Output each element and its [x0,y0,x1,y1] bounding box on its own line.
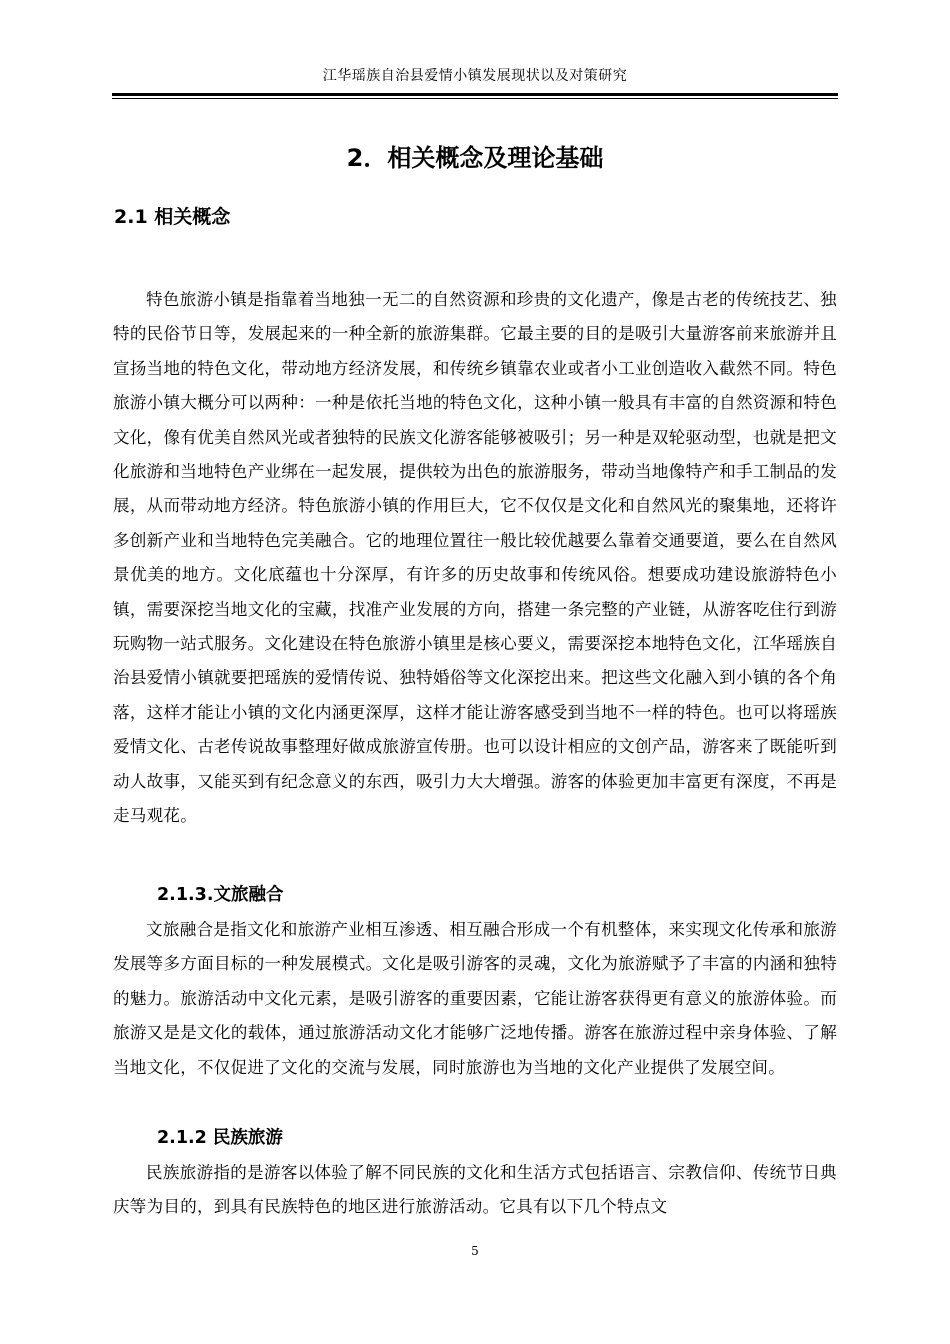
subsection-title-culture-tourism-integration: 2.1.3.文旅融合 [157,885,284,905]
page-number: 5 [471,1244,479,1258]
running-header-title: 江华瑶族自治县爱情小镇发展现状以及对策研究 [322,68,628,84]
header-rule-thick [112,93,838,96]
paragraph-culture-tourism-integration: 文旅融合是指文化和旅游产业相互渗透、相互融合形成一个有机整体，来实现文化传承和旅游发展等多方面目标的一种发展模式。文化是吸引游客的灵魂，文化为旅游赋予了丰富的内涵和独特的魅力。旅游活动中文化元素，是吸引游客的重要因素，它能让游客获得更有意义的旅游体验。而旅游又是是文化的载体，通过旅游活动文化才能够广泛地传播。游客在旅游过程中亲身体验、了解当地文化，不仅促进了文化的交流与发展，同时旅游也为当地的文化产业提供了发展空间。 [113,920,837,1077]
section-title: 2.1 相关概念 [114,206,231,228]
paragraph-ethnic-tourism: 民族旅游指的是游客以体验了解不同民族的文化和生活方式包括语言、宗教信仰、传统节日典庆等为目的，到具有民族特色的地区进行旅游活动。它具有以下几个特点文 [113,1163,837,1216]
header-rule-thin [112,98,838,99]
paragraph-featured-tourism-town: 特色旅游小镇是指靠着当地独一无二的自然资源和珍贵的文化遗产，像是古老的传统技艺、独特的民俗节日等，发展起来的一种全新的旅游集群。它最主要的目的是吸引大量游客前来旅游并且宣扬当地的特色文化，带动地方经济发展，和传统乡镇靠农业或者小工业创造收入截然不同。特色旅游小镇大概分可以两种：一种是依托当地的特色文化，这种小镇一般具有丰富的自然资源和特色文化，像有优美自然风光或者独特的民族文化游客能够被吸引；另一种是双轮驱动型，也就是把文化旅游和当地特色产业绑在一起发展，提供较为出色的旅游服务，带动当地像特产和手工制品的发展，从而带动地方经济。特色旅游小镇的作用巨大，它不仅仅是文化和自然风光的聚集地，还将许多创新产业和当地特色完美融合。它的地理位置往一般比较优越要么靠着交通要道，要么在自然风景优美的地方。文化底蕴也十分深厚，有许多的历史故事和传统风俗。想要成功建设旅游特色小镇，需要深挖当地文化的宝藏，找准产业发展的方向，搭建一条完整的产业链，从游客吃住行到游玩购物一站式服务。文化建设在特色旅游小镇里是核心要义，需要深挖本地特色文化，江华瑶族自治县爱情小镇就要把瑶族的爱情传说、独特婚俗等文化深挖出来。把这些文化融入到小镇的各个角落，这样才能让小镇的文化内涵更深厚，这样才能让游客感受到当地不一样的特色。也可以将瑶族爱情文化、古老传说故事整理好做成旅游宣传册。也可以设计相应的文创产品，游客来了既能听到动人故事，又能买到有纪念意义的东西，吸引力大大增强。游客的体验更加丰富更有深度，不再是走马观花。 [113,290,837,826]
chapter-title: 2．相关概念及理论基础 [346,144,604,172]
subsection-title-ethnic-tourism: 2.1.2 民族旅游 [157,1128,283,1148]
